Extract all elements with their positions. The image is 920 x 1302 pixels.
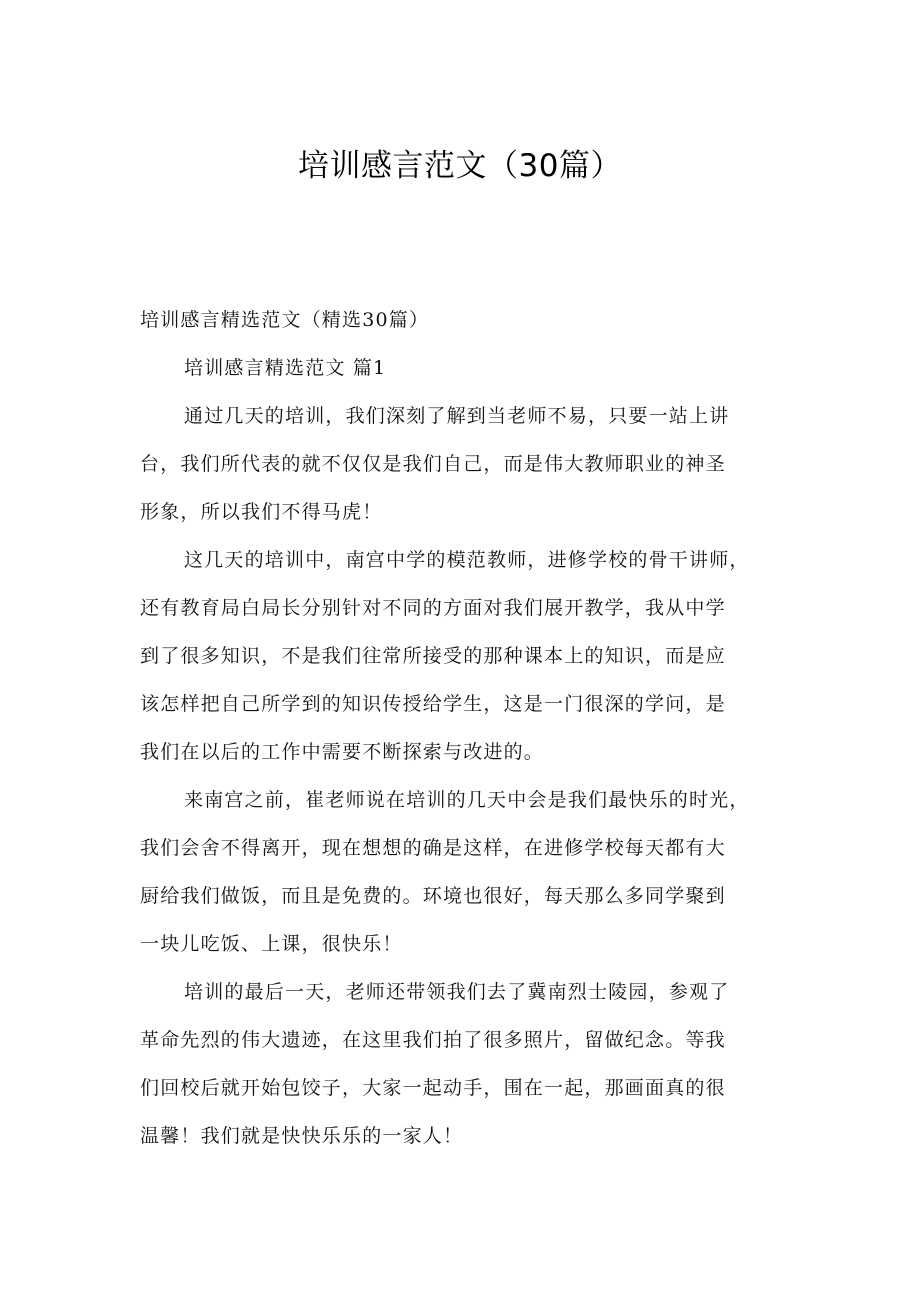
paragraph-line: 这几天的培训中，南宫中学的模范教师，进修学校的骨干讲师， [184,549,750,571]
paragraph-line: 形象，所以我们不得马虎！ [140,501,383,523]
paragraph-line: 通过几天的培训，我们深刻了解到当老师不易，只要一站上讲 [184,405,730,427]
paragraph-line: 我们在以后的工作中需要不断探索与改进的。 [140,741,545,763]
paragraph [140,776,800,968]
paragraph-line: 还有教育局白局长分别针对不同的方面对我们展开教学，我从中学 [140,597,726,619]
paragraph [140,536,800,776]
paragraph [140,392,800,536]
document-body [140,296,800,1160]
paragraph-line: 该怎样把自己所学到的知识传授给学生，这是一门很深的学问，是 [140,693,726,715]
document-title: 培训感言范文（30篇） [298,148,622,184]
paragraph [140,968,800,1160]
paragraph-line: 到了很多知识，不是我们往常所接受的那种课本上的知识，而是应 [140,645,726,667]
paragraph-line: 培训的最后一天，老师还带领我们去了冀南烈士陵园，参观了 [184,981,730,1003]
paragraph-line: 来南宫之前，崔老师说在培训的几天中会是我们最快乐的时光， [184,789,750,811]
paragraph-line: 我们会舍不得离开，现在想想的确是这样，在进修学校每天都有大 [140,837,726,859]
paragraph-line: 厨给我们做饭，而且是免费的。环境也很好，每天那么多同学聚到 [140,885,726,907]
paragraph-line: 们回校后就开始包饺子，大家一起动手，围在一起，那画面真的很 [140,1077,726,1099]
section-heading: 培训感言精选范文 篇1 [184,357,387,379]
paragraph-line: 台，我们所代表的就不仅仅是我们自己，而是伟大教师职业的神圣 [140,453,726,475]
paragraph-line: 革命先烈的伟大遗迹，在这里我们拍了很多照片，留做纪念。等我 [140,1029,726,1051]
document-subtitle: 培训感言精选范文（精选30篇） [140,309,430,331]
paragraph-line: 一块儿吃饭、上课，很快乐！ [140,933,403,955]
paragraph-line: 温馨！我们就是快快乐乐的一家人！ [140,1125,464,1147]
